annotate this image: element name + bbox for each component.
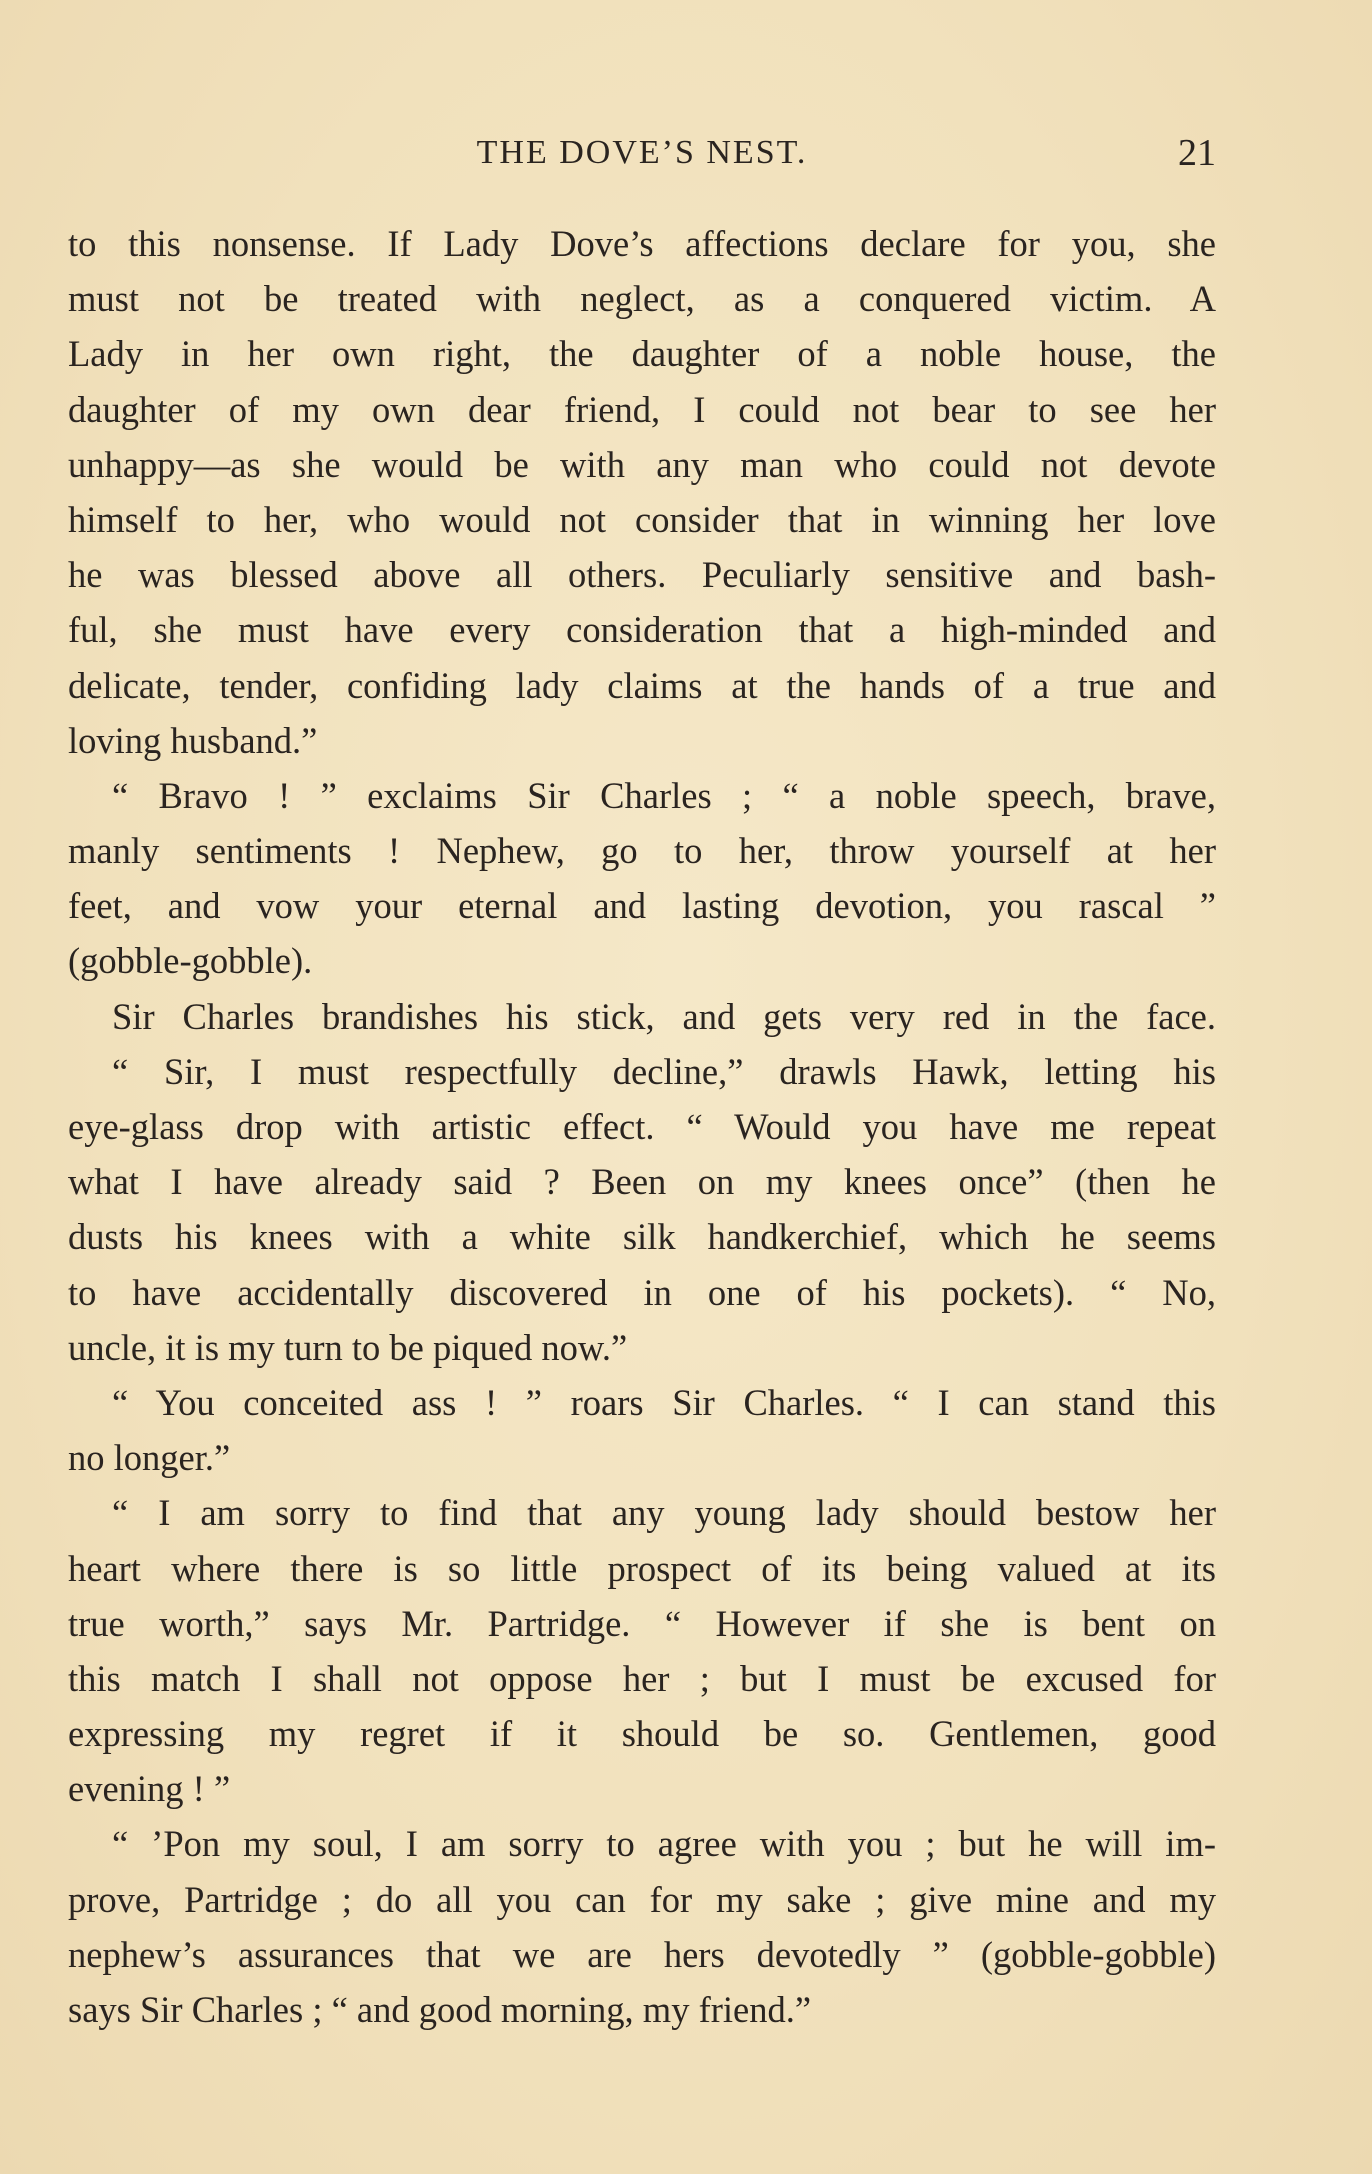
text-line: no longer.” bbox=[68, 1437, 231, 1479]
text-line: ful, she must have every consideration that a high-minded and bbox=[68, 609, 1216, 651]
text-line: daughter of my own dear friend, I could not bear to see her bbox=[68, 388, 1216, 430]
text-line: loving husband.” bbox=[68, 719, 318, 761]
text-line: “ Sir, I must respectfully decline,” drawls Hawk, letting his bbox=[112, 1050, 1216, 1092]
text-line: evening ! ” bbox=[68, 1768, 231, 1810]
body-text bbox=[68, 216, 1216, 2037]
running-head bbox=[68, 128, 1216, 178]
text-line: must not be treated with neglect, as a conquered victim. A bbox=[68, 278, 1216, 320]
text-line: expressing my regret if it should be so. Gentlemen, good bbox=[68, 1713, 1216, 1755]
text-line: prove, Partridge ; do all you can for my sake ; give mine and my bbox=[68, 1878, 1216, 1920]
text-line: “ Bravo ! ” exclaims Sir Charles ; “ a noble speech, brave, bbox=[112, 774, 1216, 816]
text-line: feet, and vow your eternal and lasting devotion, you rascal ” bbox=[68, 885, 1216, 927]
page-number: 21 bbox=[1178, 132, 1216, 174]
text-line: he was blessed above all others. Peculiarly sensitive and bash- bbox=[68, 554, 1216, 596]
text-line: to this nonsense. If Lady Dove’s affections declare for you, she bbox=[68, 223, 1216, 264]
text-line: to have accidentally discovered in one of his pockets). “ No, bbox=[68, 1271, 1216, 1313]
text-line: heart where there is so little prospect of its being valued at its bbox=[68, 1547, 1216, 1589]
text-line: manly sentiments ! Nephew, go to her, throw yourself at her bbox=[68, 830, 1216, 872]
text-line: true worth,” says Mr. Partridge. “ However if she is bent on bbox=[68, 1602, 1216, 1644]
running-title: THE DOVE’S NEST. bbox=[476, 134, 808, 171]
text-line: unhappy—as she would be with any man who could not devote bbox=[68, 443, 1216, 485]
text-line: Sir Charles brandishes his stick, and gets very red in the face. bbox=[112, 995, 1216, 1037]
text-line: (gobble-gobble). bbox=[68, 940, 313, 982]
text-line: “ ’Pon my soul, I am sorry to agree with you ; but he will im- bbox=[112, 1823, 1216, 1865]
text-line: “ You conceited ass ! ” roars Sir Charles. “ I can stand this bbox=[112, 1381, 1216, 1423]
text-line: “ I am sorry to find that any young lady should bestow her bbox=[112, 1492, 1216, 1534]
text-line: what I have already said ? Been on my knees once” (then he bbox=[68, 1161, 1216, 1203]
text-line: himself to her, who would not consider that in winning her love bbox=[68, 498, 1216, 540]
text-line: Lady in her own right, the daughter of a noble house, the bbox=[68, 333, 1216, 375]
text-line: dusts his knees with a white silk handkerchief, which he seems bbox=[68, 1216, 1216, 1258]
text-line: eye-glass drop with artistic effect. “ Would you have me repeat bbox=[68, 1106, 1216, 1147]
text-line: delicate, tender, confiding lady claims at the hands of a true and bbox=[68, 664, 1216, 706]
text-line: this match I shall not oppose her ; but I must be excused for bbox=[68, 1657, 1216, 1699]
text-line: says Sir Charles ; “ and good morning, my friend.” bbox=[68, 1989, 812, 2030]
text-line: uncle, it is my turn to be piqued now.” bbox=[68, 1326, 628, 1368]
text-line: nephew’s assurances that we are hers devotedly ” (gobble-gobble) bbox=[68, 1933, 1216, 1975]
